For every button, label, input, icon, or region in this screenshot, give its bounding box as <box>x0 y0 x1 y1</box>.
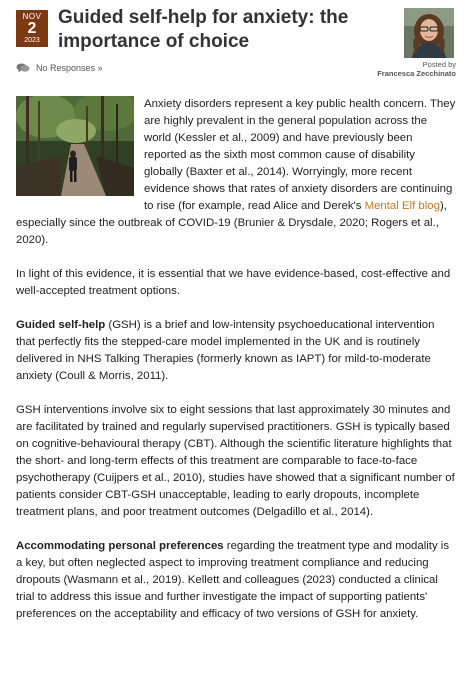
author-name[interactable]: Francesca Zecchinato <box>377 69 456 78</box>
date-badge <box>16 10 48 47</box>
guided-self-help-text: (GSH) is a brief and low-intensity psychoeducational intervention that perfectly fits the stepped-care model implemented in the UK and is routinely delivered in NHS Talking Therapies (formerly known as IAPT) for mild-to-moderate anxiety (Coull & Morris, 2011). <box>16 319 435 382</box>
guided-self-help-term: Guided self-help <box>16 319 106 331</box>
comments-link[interactable] <box>16 62 103 74</box>
post-body <box>16 96 456 640</box>
date-month: NOV <box>22 12 42 21</box>
speech-bubble-icon <box>16 63 30 73</box>
post-header <box>0 0 474 92</box>
mental-elf-blog-link[interactable]: Mental Elf blog <box>364 200 440 212</box>
personal-preferences-text: regarding the treatment type and modality is a key, but often neglected aspect to improving treatment compliance and reducing dropouts (Wasmann et al., 2019). Kellett and colleagues (2023) conducted a clinical trial to address this issue and further investigate the impact of supporting patients' preferences on the acceptability and efficacy of two versions of GSH for anxiety. <box>16 540 450 620</box>
posted-by-label: Posted by <box>422 60 456 69</box>
author-avatar[interactable] <box>404 8 454 58</box>
paragraph-intro-text-2: ), especially since the outbreak of COVID-19 (Brunier & Drysdale, 2020; Rogers et al., 2020). <box>16 200 447 246</box>
comments-label: No Responses » <box>36 63 103 73</box>
paragraph-guided-self-help <box>16 317 456 385</box>
paragraph-personal-preferences <box>16 538 456 623</box>
date-year: 2023 <box>24 37 40 44</box>
post-title[interactable]: Guided self-help for anxiety: the importance of choice <box>58 7 349 52</box>
posted-by <box>377 60 456 78</box>
personal-preferences-term: Accommodating personal preferences <box>16 540 224 552</box>
paragraph-gsh-interventions: GSH interventions involve six to eight sessions that last approximately 30 minutes and are facilitated by trained and regularly supervised practitioners. GSH is typically based on cognitive-behavioural therapy (CBT). Although the scientific literature highlights that the short- and long-term effects of this treatment are comparable to face-to-face psychotherapy (Cuijpers et al., 2010), studies have showed that a significant number of patients consider CBT-GSH unacceptable, leading to early dropouts, incomplete treatment plans, and poor treatment outcomes (Delgadillo et al., 2014). <box>16 404 455 518</box>
author-portrait-image <box>404 8 454 58</box>
forest-path-image <box>16 96 134 196</box>
date-day: 2 <box>27 20 37 37</box>
paragraph-evidence: In light of this evidence, it is essential that we have evidence-based, cost-effective and well-accepted treatment options. <box>16 268 451 297</box>
paragraph-intro-text-1: Anxiety disorders represent a key public health concern. They are highly prevalent in the general population across the world (Kessler et al., 2009) and have previously been reported as the sixth most common cause of disability globally (Baxter et al., 2014). Worryingly, more recent evidence shows that rates of anxiety disorders are continuing to rise (for example, read Alice and Derek's <box>144 98 456 212</box>
